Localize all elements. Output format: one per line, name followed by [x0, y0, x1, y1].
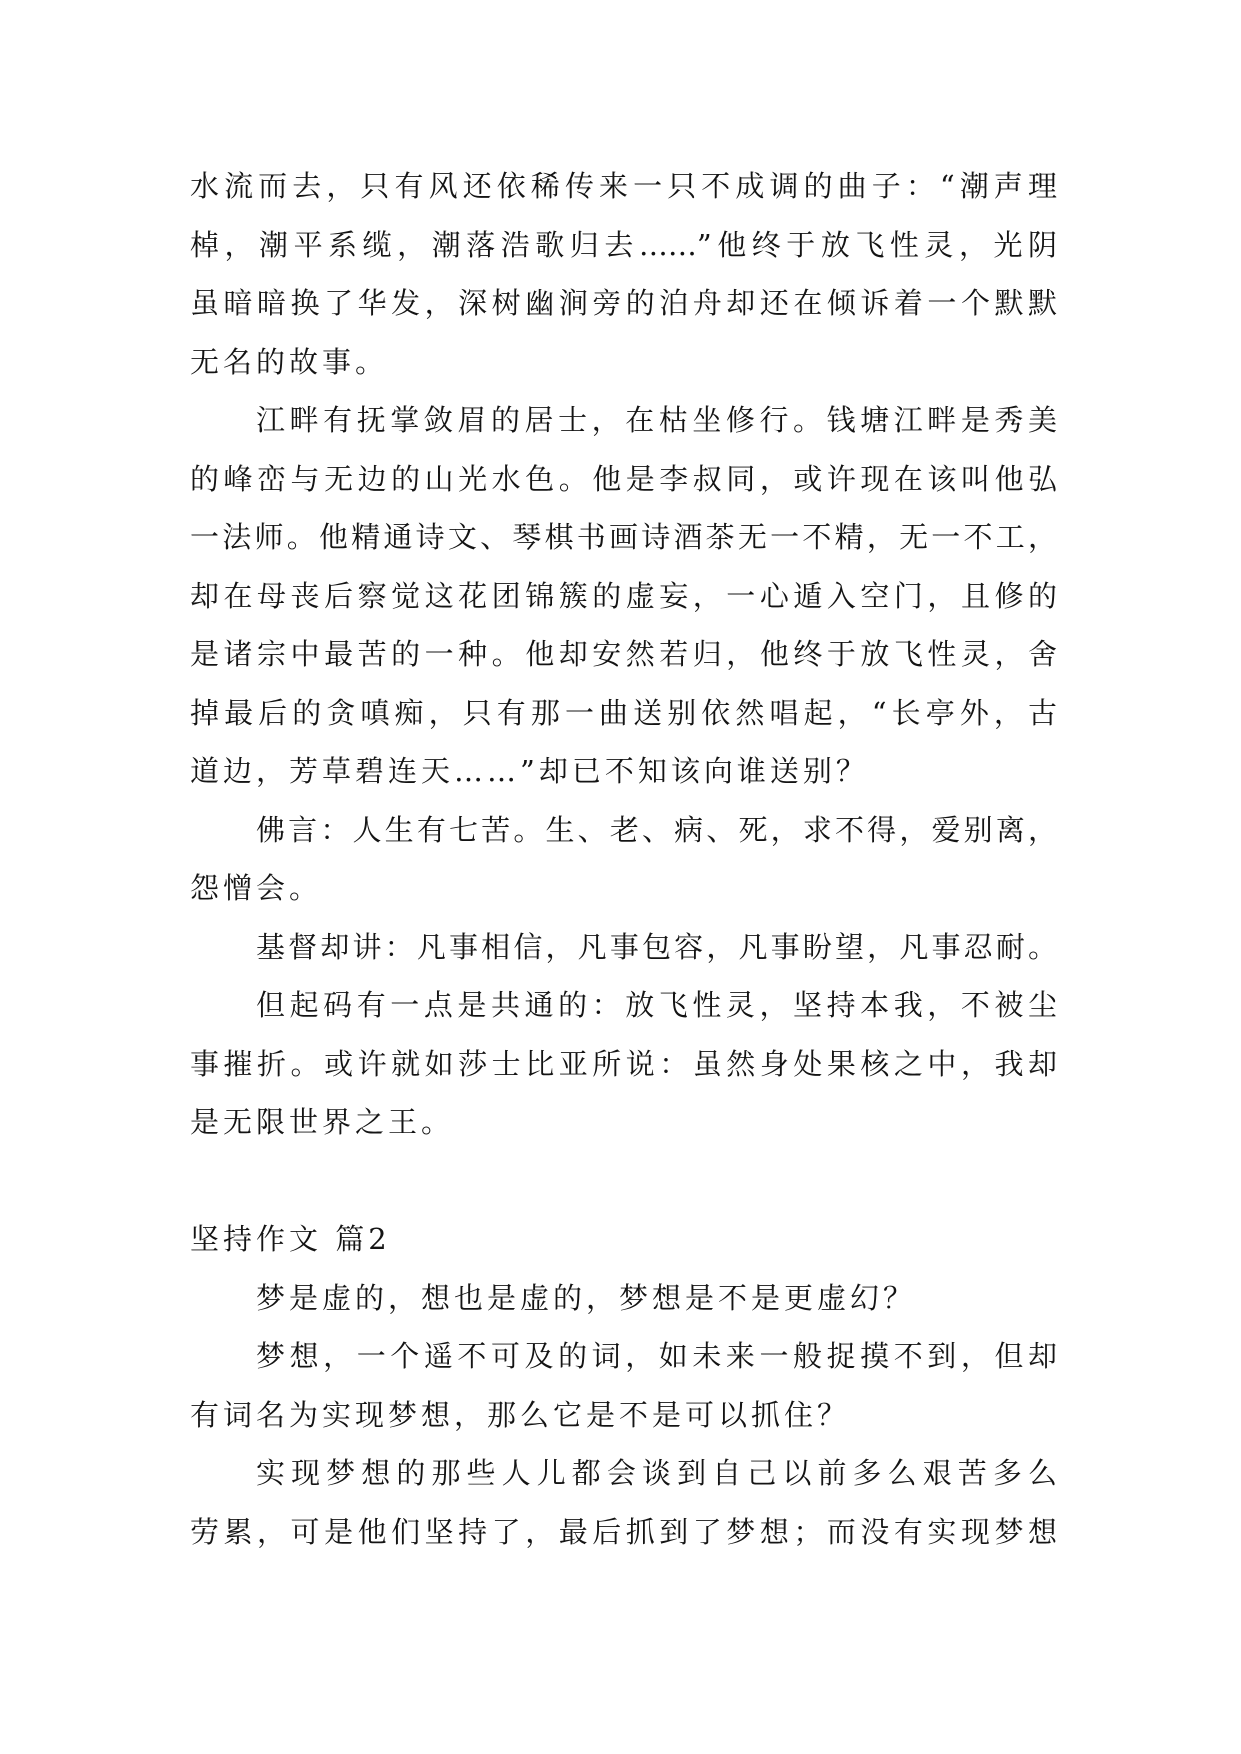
text-line: 劳累，可是他们坚持了，最后抓到了梦想；而没有实现梦想	[190, 1514, 1057, 1549]
text-line: 虽暗暗换了华发，深树幽涧旁的泊舟却还在倾诉着一个默默	[190, 286, 1057, 320]
text-line: 实现梦想的那些人儿都会谈到自己以前多么艰苦多么	[256, 1456, 1057, 1490]
text-line: 的峰峦与无边的山光水色。他是李叔同，或许现在该叫他弘	[190, 461, 1057, 496]
text-line: 一法师。他精通诗文、琴棋书画诗酒茶无一不精，无一不工，	[190, 520, 1057, 554]
text-line: 是诸宗中最苦的一种。他却安然若归，他终于放飞性灵，舍	[190, 637, 1057, 671]
paragraph	[190, 976, 1057, 1152]
blank-line	[190, 1152, 1057, 1211]
paragraph	[190, 918, 1057, 977]
text-line: 但起码有一点是共通的：放飞性灵，坚持本我，不被尘	[256, 988, 1057, 1022]
text-line: 梦想，一个遥不可及的词，如未来一般捉摸不到，但却	[256, 1339, 1057, 1373]
paragraph	[190, 1269, 1057, 1328]
text-line: 江畔有抚掌敛眉的居士，在枯坐修行。钱塘江畔是秀美	[256, 403, 1057, 437]
text-line: 无名的故事。	[190, 344, 389, 379]
text-line: 是无限世界之王。	[190, 1105, 455, 1139]
paragraph	[190, 1327, 1057, 1444]
text-line: 梦是虚的，想也是虚的，梦想是不是更虚幻？	[256, 1280, 917, 1315]
text-line: 棹，潮平系缆，潮落浩歌归去……”他终于放飞性灵，光阴	[190, 227, 1057, 262]
text-line: 水流而去，只有风还依稀传来一只不成调的曲子：“潮声理	[190, 169, 1057, 203]
section-heading: 坚持作文 篇2	[190, 1222, 391, 1256]
text-line: 事摧折。或许就如莎士比亚所说：虽然身处果核之中，我却	[190, 1046, 1057, 1081]
document-body	[190, 157, 1057, 1561]
text-line: 掉最后的贪嗔痴，只有那一曲送别依然唱起，“长亭外，古	[190, 695, 1057, 730]
text-line: 道边，芳草碧连天……”却已不知该向谁送别？	[190, 754, 869, 788]
text-line: 却在母丧后察觉这花团锦簇的虚妄，一心遁入空门，且修的	[190, 578, 1057, 613]
text-line: 怨憎会。	[190, 871, 323, 905]
paragraph	[190, 1444, 1057, 1561]
text-line: 有词名为实现梦想，那么它是不是可以抓住？	[190, 1397, 851, 1432]
text-line: 佛言：人生有七苦。生、老、病、死，求不得，爱别离，	[256, 812, 1057, 847]
paragraph	[190, 391, 1057, 801]
text-line: 基督却讲：凡事相信，凡事包容，凡事盼望，凡事忍耐。	[256, 929, 1057, 964]
paragraph	[190, 157, 1057, 391]
paragraph	[190, 801, 1057, 918]
